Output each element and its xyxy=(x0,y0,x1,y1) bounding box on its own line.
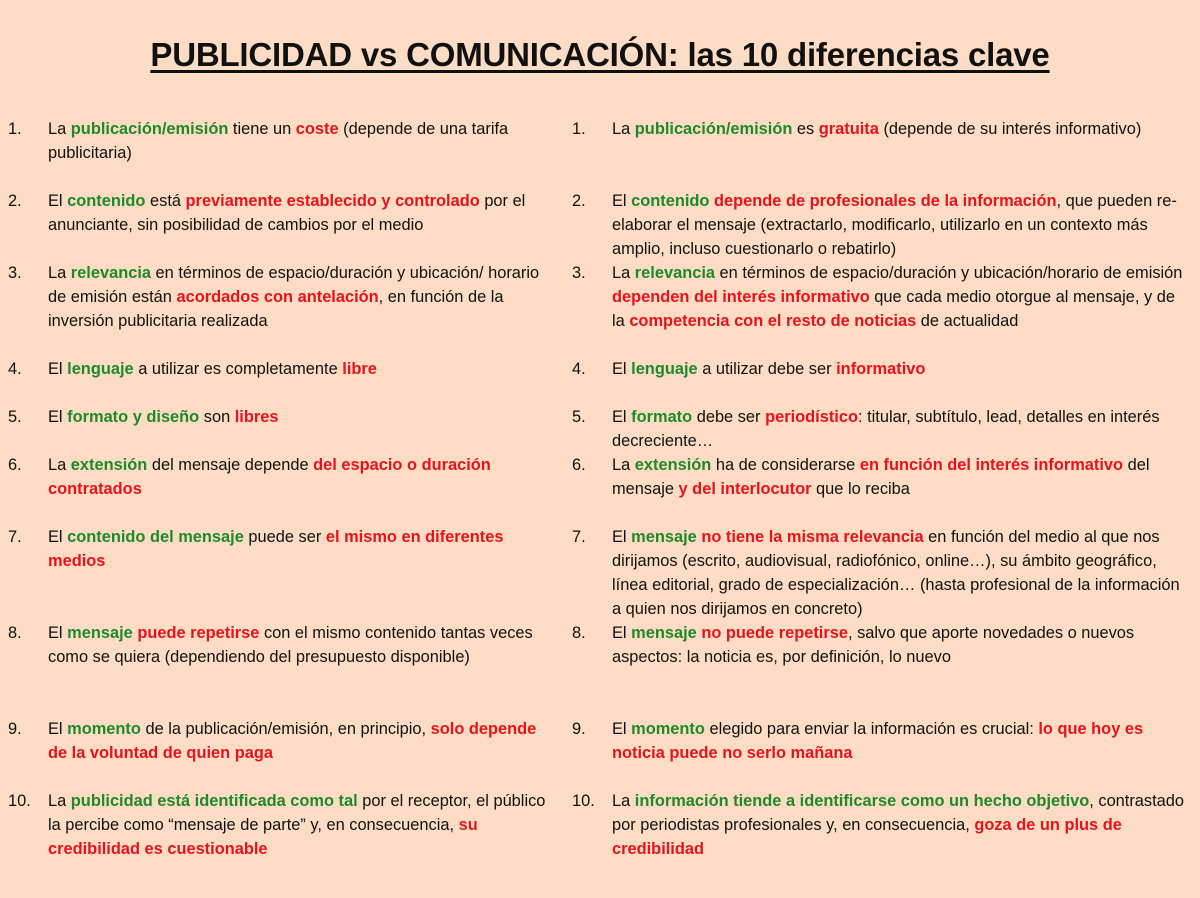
highlight-red: dependen del interés informativo xyxy=(612,288,870,306)
text-segment: El xyxy=(48,720,68,738)
highlight-red: puede repetirse xyxy=(137,624,260,642)
publicidad-item-4 xyxy=(8,357,553,381)
highlight-red: coste xyxy=(295,120,339,138)
text-segment: a utilizar debe ser xyxy=(697,360,837,378)
publicidad-item-6 xyxy=(8,453,553,501)
item-number: 8. xyxy=(8,624,22,642)
highlight-green: lenguaje xyxy=(631,360,698,378)
item-text xyxy=(612,789,1192,861)
highlight-green: extensión xyxy=(634,456,712,474)
item-number: 1. xyxy=(572,120,586,138)
item-number: 4. xyxy=(572,360,586,378)
text-segment: , que pueden re-elaborar el mensaje (extractarlo, modificarlo, utilizarlo en un contexto más amplio, incluso cuestionarlo o rebatirlo) xyxy=(612,192,1177,258)
publicidad-item-9 xyxy=(8,717,553,765)
item-number: 7. xyxy=(572,528,586,546)
text-segment: La xyxy=(612,264,635,282)
item-text xyxy=(48,789,553,861)
highlight-red: libre xyxy=(342,360,377,378)
text-segment: elegido para enviar la información es crucial: xyxy=(704,720,1039,738)
item-number: 10. xyxy=(8,792,31,810)
comunicacion-item-5 xyxy=(572,405,1192,453)
highlight-red: informativo xyxy=(836,360,926,378)
text-segment: a utilizar es completamente xyxy=(133,360,343,378)
highlight-green: lenguaje xyxy=(67,360,134,378)
highlight-green: publicidad está identificada como tal xyxy=(70,792,358,810)
text-segment: El xyxy=(612,720,632,738)
publicidad-item-10 xyxy=(8,789,553,861)
highlight-green: extensión xyxy=(70,456,148,474)
text-segment: La xyxy=(612,792,635,810)
highlight-red: el mismo en diferentes medios xyxy=(48,528,504,570)
item-number: 10. xyxy=(572,792,595,810)
highlight-green: mensaje xyxy=(67,624,133,642)
highlight-green: contenido xyxy=(631,192,710,210)
highlight-green: momento xyxy=(631,720,705,738)
publicidad-item-5 xyxy=(8,405,553,429)
text-segment: debe ser xyxy=(692,408,766,426)
highlight-red: del espacio o duración contratados xyxy=(48,456,491,498)
comunicacion-item-6 xyxy=(572,453,1192,501)
highlight-red: competencia con el resto de noticias xyxy=(629,312,917,330)
highlight-red: previamente establecido y controlado xyxy=(185,192,480,210)
item-text xyxy=(48,117,553,165)
text-segment: El xyxy=(48,624,68,642)
highlight-green: contenido del mensaje xyxy=(67,528,244,546)
text-segment: está xyxy=(145,192,186,210)
item-number: 7. xyxy=(8,528,22,546)
comunicacion-item-10 xyxy=(572,789,1192,861)
comunicacion-item-2 xyxy=(572,189,1192,261)
text-segment: , en función de la inversión publicitaria realizada xyxy=(48,288,504,330)
item-text xyxy=(48,405,553,429)
text-segment: : titular, subtítulo, lead, detalles en interés decreciente… xyxy=(612,408,1160,450)
text-segment: puede ser xyxy=(243,528,326,546)
comunicacion-item-3 xyxy=(572,261,1192,333)
publicidad-item-1 xyxy=(8,117,553,165)
item-number: 6. xyxy=(8,456,22,474)
item-text xyxy=(612,525,1192,621)
item-text xyxy=(612,189,1192,261)
text-segment: El xyxy=(612,528,632,546)
highlight-green: contenido xyxy=(67,192,146,210)
highlight-red: libres xyxy=(234,408,279,426)
text-segment: con el mismo contenido tantas veces como se quiera (dependiendo del presupuesto disponible) xyxy=(48,624,533,666)
publicidad-item-8 xyxy=(8,621,553,669)
item-number: 8. xyxy=(572,624,586,642)
text-segment: El xyxy=(48,192,68,210)
text-segment: (depende de una tarifa publicitaria) xyxy=(48,120,509,162)
item-number: 3. xyxy=(8,264,22,282)
item-text xyxy=(612,405,1192,453)
text-segment: en función del medio al que nos dirijamos (escrito, audiovisual, radiofónico, online…), su ámbito geográfico, línea editorial, grado de especialización… (hasta profesional de la información a quien nos dirijamos en concreto) xyxy=(612,528,1180,618)
comunicacion-item-8 xyxy=(572,621,1192,669)
highlight-red: lo que hoy es noticia puede no serlo mañana xyxy=(612,720,1144,762)
item-number: 1. xyxy=(8,120,22,138)
item-text xyxy=(48,525,553,573)
item-text xyxy=(48,189,553,237)
highlight-green: mensaje xyxy=(631,528,697,546)
text-segment: ha de considerarse xyxy=(711,456,860,474)
text-segment: El xyxy=(48,528,68,546)
item-text xyxy=(612,453,1192,501)
item-number: 5. xyxy=(572,408,586,426)
item-text xyxy=(48,357,553,381)
text-segment: La xyxy=(48,264,71,282)
text-segment: El xyxy=(612,192,632,210)
page-title: PUBLICIDAD vs COMUNICACIÓN: las 10 diferencias clave xyxy=(150,36,1050,73)
text-segment: La xyxy=(612,120,635,138)
text-segment: La xyxy=(48,120,71,138)
highlight-red: en función del interés informativo xyxy=(859,456,1124,474)
item-text xyxy=(612,117,1192,141)
item-text xyxy=(612,621,1192,669)
text-segment: del mensaje xyxy=(612,456,1150,498)
text-segment: La xyxy=(48,456,71,474)
item-text xyxy=(48,453,553,501)
highlight-red: goza de un plus de credibilidad xyxy=(612,816,1122,858)
publicidad-item-7 xyxy=(8,525,553,573)
item-text xyxy=(48,621,553,669)
item-text xyxy=(48,261,553,333)
text-segment: (depende de su interés informativo) xyxy=(878,120,1142,138)
highlight-green: relevancia xyxy=(70,264,151,282)
text-segment: de la publicación/emisión, en principio, xyxy=(140,720,431,738)
text-segment: La xyxy=(48,792,71,810)
comunicacion-item-9 xyxy=(572,717,1192,765)
text-segment: El xyxy=(612,624,632,642)
highlight-green: publicación/emisión xyxy=(70,120,229,138)
highlight-red: depende de profesionales de la información xyxy=(714,192,1057,210)
text-segment: es xyxy=(792,120,819,138)
highlight-green: momento xyxy=(67,720,141,738)
highlight-red: su credibilidad es cuestionable xyxy=(48,816,478,858)
text-segment: La xyxy=(612,456,635,474)
highlight-green: publicación/emisión xyxy=(634,120,793,138)
text-segment: El xyxy=(48,408,68,426)
highlight-red: gratuita xyxy=(818,120,879,138)
text-segment: El xyxy=(612,408,632,426)
item-number: 4. xyxy=(8,360,22,378)
item-text xyxy=(48,717,553,765)
text-segment: , salvo que aporte novedades o nuevos aspectos: la noticia es, por definición, lo nuevo xyxy=(612,624,1135,666)
highlight-red: solo depende de la voluntad de quien paga xyxy=(48,720,537,762)
highlight-green: formato xyxy=(631,408,693,426)
text-segment: de actualidad xyxy=(916,312,1019,330)
text-segment: El xyxy=(612,360,632,378)
item-number: 9. xyxy=(8,720,22,738)
highlight-red: periodístico xyxy=(765,408,858,426)
item-number: 2. xyxy=(8,192,22,210)
highlight-green: información tiende a identificarse como un hecho objetivo xyxy=(634,792,1090,810)
highlight-green: relevancia xyxy=(634,264,715,282)
text-segment: en términos de espacio/duración y ubicación/horario de emisión xyxy=(715,264,1183,282)
item-text xyxy=(612,717,1192,765)
highlight-red: y del interlocutor xyxy=(678,480,812,498)
item-number: 9. xyxy=(572,720,586,738)
publicidad-item-2 xyxy=(8,189,553,237)
item-text xyxy=(612,357,1192,381)
comunicacion-item-4 xyxy=(572,357,1192,381)
comunicacion-item-7 xyxy=(572,525,1192,621)
item-text xyxy=(612,261,1192,333)
highlight-red: no puede repetirse xyxy=(701,624,848,642)
text-segment: , contrastado por periodistas profesionales y, en consecuencia, xyxy=(612,792,1185,834)
item-number: 2. xyxy=(572,192,586,210)
text-segment: por el receptor, el público la percibe como “mensaje de parte” y, en consecuencia, xyxy=(48,792,546,834)
text-segment: en términos de espacio/duración y ubicación/ horario de emisión están xyxy=(48,264,540,306)
item-number: 6. xyxy=(572,456,586,474)
text-segment: por el anunciante, sin posibilidad de cambios por el medio xyxy=(48,192,526,234)
publicidad-item-3 xyxy=(8,261,553,333)
text-segment: que cada medio otorgue al mensaje, y de la xyxy=(612,288,1175,330)
comunicacion-item-1 xyxy=(572,117,1192,141)
text-segment: tiene un xyxy=(228,120,296,138)
highlight-red: no tiene la misma relevancia xyxy=(701,528,924,546)
highlight-green: formato y diseño xyxy=(67,408,200,426)
text-segment: del mensaje depende xyxy=(147,456,314,474)
text-segment: que lo reciba xyxy=(811,480,910,498)
text-segment: son xyxy=(199,408,235,426)
item-number: 5. xyxy=(8,408,22,426)
text-segment: El xyxy=(48,360,68,378)
highlight-red: acordados con antelación xyxy=(176,288,379,306)
highlight-green: mensaje xyxy=(631,624,697,642)
item-number: 3. xyxy=(572,264,586,282)
